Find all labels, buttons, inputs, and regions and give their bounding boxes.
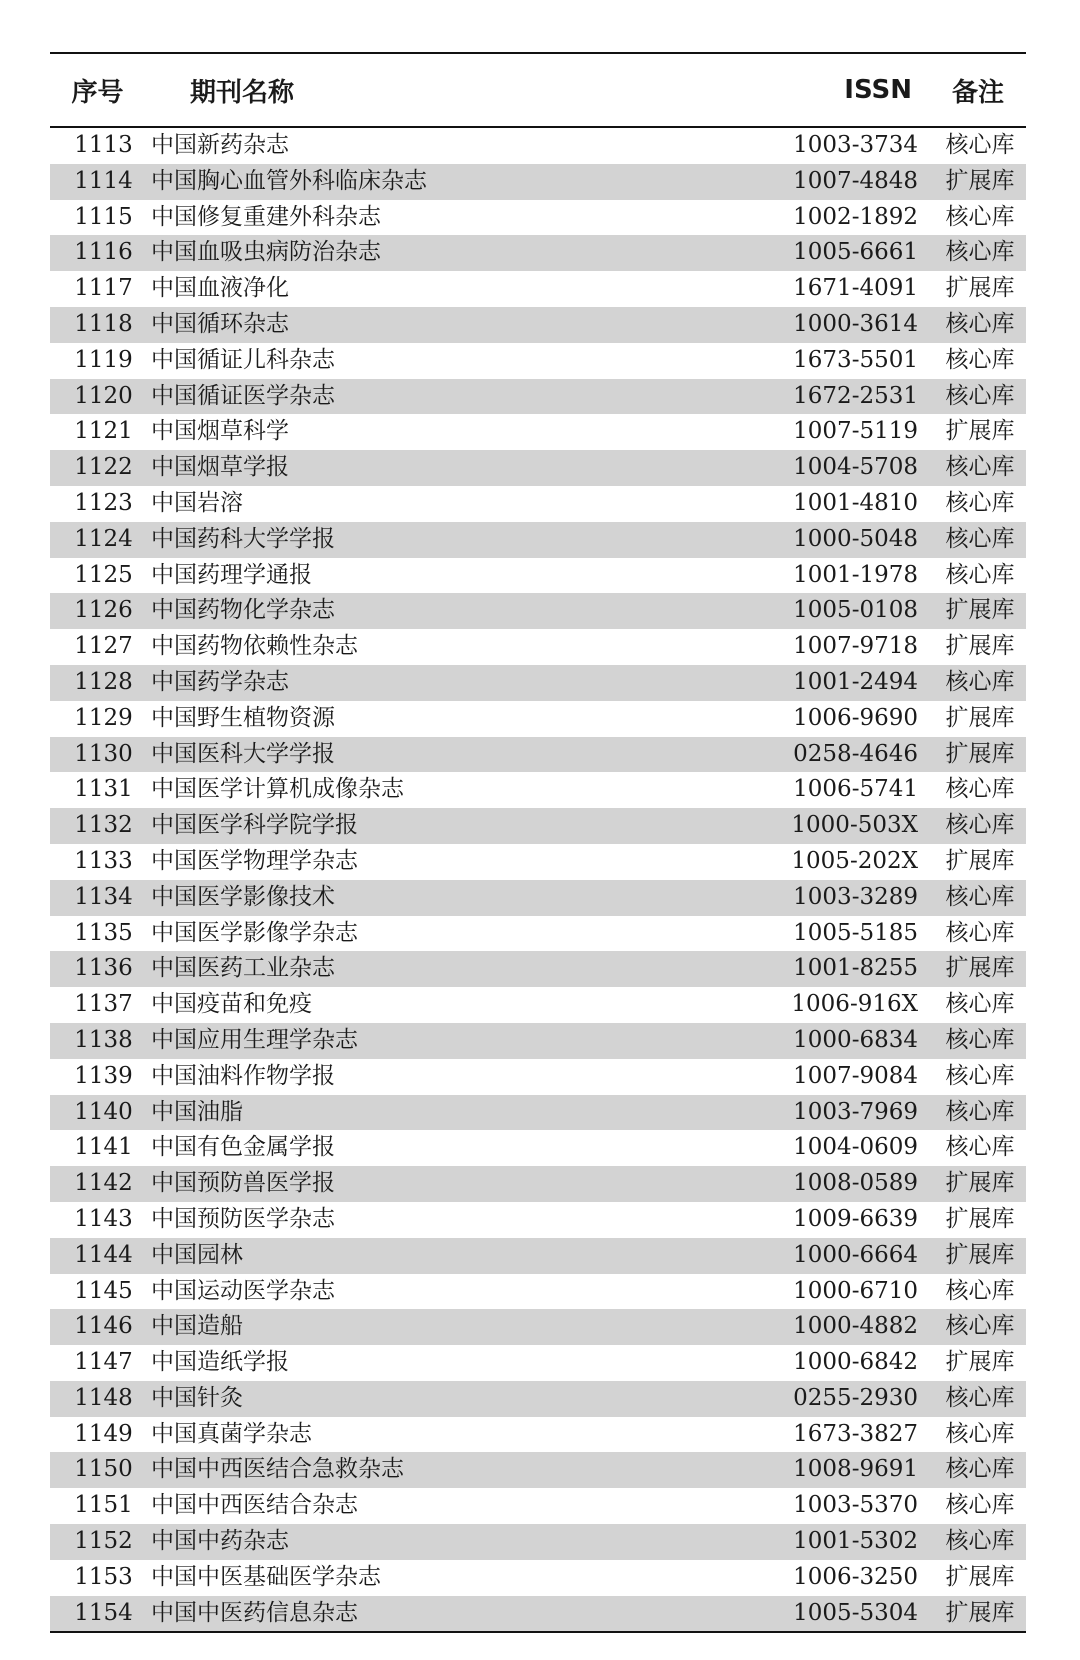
row-note: 核心库 [945, 525, 1015, 552]
table-header [50, 53, 1026, 127]
row-journal-name: 中国疫苗和免疫 [151, 991, 312, 1018]
row-issn: 1001-1978 [793, 561, 918, 588]
row-note: 核心库 [945, 1026, 1015, 1053]
row-issn: 1000-6710 [793, 1277, 918, 1304]
table-row [50, 486, 1026, 522]
row-journal-name: 中国岩溶 [151, 489, 243, 516]
table-row [50, 1381, 1026, 1417]
table-body [50, 127, 1026, 1632]
table-row [50, 951, 1026, 987]
row-issn: 1001-2494 [793, 668, 918, 695]
row-seq: 1115 [74, 203, 133, 230]
row-issn: 1000-3614 [793, 310, 918, 337]
table-row [50, 1417, 1026, 1453]
row-note: 核心库 [945, 454, 1015, 481]
row-issn: 1000-6842 [793, 1349, 918, 1376]
table-row [50, 1274, 1026, 1310]
row-issn: 1008-9691 [793, 1456, 918, 1483]
table-row [50, 772, 1026, 808]
row-journal-name: 中国药物化学杂志 [151, 597, 335, 624]
table-row [50, 916, 1026, 952]
row-note: 核心库 [945, 489, 1015, 516]
row-journal-name: 中国预防兽医学报 [151, 1170, 335, 1197]
row-journal-name: 中国药科大学学报 [151, 525, 335, 552]
row-journal-name: 中国胸心血管外科临床杂志 [151, 167, 427, 194]
row-note: 扩展库 [945, 1349, 1015, 1376]
row-issn: 1003-3289 [793, 883, 918, 910]
row-note: 核心库 [945, 812, 1015, 839]
row-seq: 1116 [74, 239, 133, 266]
table-row [50, 880, 1026, 916]
row-note: 核心库 [945, 776, 1015, 803]
row-note: 核心库 [945, 239, 1015, 266]
table-row [50, 665, 1026, 701]
row-journal-name: 中国药学杂志 [151, 668, 289, 695]
row-note: 核心库 [945, 1062, 1015, 1089]
table-row [50, 808, 1026, 844]
row-journal-name: 中国新药杂志 [151, 132, 289, 158]
table-row [50, 1059, 1026, 1095]
row-note: 扩展库 [945, 1599, 1015, 1626]
row-issn: 0255-2930 [793, 1384, 918, 1411]
table-row [50, 1452, 1026, 1488]
row-seq: 1134 [74, 883, 133, 910]
table-row [50, 522, 1026, 558]
table-row [50, 844, 1026, 880]
row-seq: 1140 [74, 1098, 133, 1125]
row-note: 核心库 [945, 1420, 1015, 1447]
table-row [50, 1166, 1026, 1202]
row-seq: 1123 [74, 489, 133, 516]
table-row [50, 271, 1026, 307]
row-issn: 1000-4882 [793, 1313, 918, 1340]
table-row [50, 1596, 1026, 1633]
row-note: 扩展库 [945, 955, 1015, 982]
row-journal-name: 中国药理学通报 [151, 561, 312, 588]
row-journal-name: 中国园林 [151, 1241, 243, 1268]
row-note: 核心库 [945, 203, 1015, 230]
table-row [50, 737, 1026, 773]
row-note: 核心库 [945, 561, 1015, 588]
row-seq: 1149 [74, 1420, 133, 1447]
row-journal-name: 中国中西医结合急救杂志 [151, 1456, 404, 1483]
row-seq: 1138 [74, 1026, 133, 1053]
row-journal-name: 中国针灸 [151, 1384, 243, 1411]
row-issn: 1009-6639 [793, 1205, 918, 1232]
row-issn: 1001-8255 [793, 955, 918, 982]
row-seq: 1122 [74, 454, 133, 481]
table-row [50, 200, 1026, 236]
table-row [50, 1095, 1026, 1131]
row-issn: 1008-0589 [793, 1170, 918, 1197]
table-row [50, 629, 1026, 665]
row-seq: 1117 [74, 275, 133, 302]
row-journal-name: 中国油脂 [151, 1098, 243, 1125]
row-seq: 1150 [74, 1456, 133, 1483]
row-seq: 1113 [74, 132, 133, 158]
row-issn: 1005-5304 [793, 1599, 918, 1626]
row-issn: 1001-4810 [793, 489, 918, 516]
row-note: 核心库 [945, 1134, 1015, 1161]
row-journal-name: 中国血液净化 [151, 275, 289, 302]
row-note: 核心库 [945, 132, 1015, 158]
row-issn: 1000-6834 [793, 1026, 918, 1053]
table-row [50, 307, 1026, 343]
row-journal-name: 中国血吸虫病防治杂志 [151, 239, 381, 266]
header-row [50, 53, 1026, 127]
row-issn: 1007-9718 [793, 633, 918, 660]
row-seq: 1147 [74, 1349, 133, 1376]
header-seq: 序号 [71, 77, 124, 108]
row-seq: 1144 [74, 1241, 133, 1268]
row-issn: 1006-5741 [793, 776, 918, 803]
row-seq: 1145 [74, 1277, 133, 1304]
row-issn: 1000-503X [791, 812, 918, 839]
row-journal-name: 中国医学科学院学报 [151, 812, 358, 839]
row-journal-name: 中国中西医结合杂志 [151, 1492, 358, 1519]
row-seq: 1133 [74, 847, 133, 874]
table-row [50, 1345, 1026, 1381]
row-seq: 1128 [74, 668, 133, 695]
row-issn: 1007-9084 [793, 1062, 918, 1089]
row-seq: 1139 [74, 1062, 133, 1089]
table-row [50, 379, 1026, 415]
row-issn: 1000-6664 [793, 1241, 918, 1268]
table-row [50, 450, 1026, 486]
table-row [50, 1023, 1026, 1059]
row-journal-name: 中国烟草学报 [151, 454, 289, 481]
row-issn: 1000-5048 [793, 525, 918, 552]
row-note: 核心库 [945, 1528, 1015, 1555]
row-journal-name: 中国造船 [151, 1313, 243, 1340]
row-issn: 1001-5302 [793, 1528, 918, 1555]
row-journal-name: 中国造纸学报 [151, 1349, 289, 1376]
row-journal-name: 中国医学物理学杂志 [151, 847, 358, 874]
row-note: 核心库 [945, 1098, 1015, 1125]
row-seq: 1118 [74, 310, 133, 337]
row-journal-name: 中国医学影像技术 [151, 883, 335, 910]
row-issn: 1004-5708 [793, 454, 918, 481]
row-seq: 1151 [74, 1492, 133, 1519]
row-issn: 1007-5119 [793, 418, 918, 445]
row-seq: 1121 [74, 418, 133, 445]
row-journal-name: 中国循证儿科杂志 [151, 346, 335, 373]
header-issn: ISSN [844, 75, 912, 105]
row-note: 扩展库 [945, 597, 1015, 624]
row-note: 核心库 [945, 1492, 1015, 1519]
table-row [50, 414, 1026, 450]
row-issn: 1003-7969 [793, 1098, 918, 1125]
header-name: 期刊名称 [190, 77, 295, 108]
row-journal-name: 中国野生植物资源 [151, 704, 335, 731]
row-note: 扩展库 [945, 847, 1015, 874]
table-row [50, 1238, 1026, 1274]
row-issn: 1007-4848 [793, 167, 918, 194]
row-note: 核心库 [945, 346, 1015, 373]
row-journal-name: 中国有色金属学报 [151, 1134, 335, 1161]
row-note: 扩展库 [945, 167, 1015, 194]
row-note: 核心库 [945, 991, 1015, 1018]
row-seq: 1142 [74, 1170, 133, 1197]
row-issn: 1004-0609 [793, 1134, 918, 1161]
row-journal-name: 中国应用生理学杂志 [151, 1026, 358, 1053]
row-note: 扩展库 [945, 275, 1015, 302]
table-row [50, 1309, 1026, 1345]
row-issn: 1671-4091 [793, 275, 918, 302]
row-note: 扩展库 [945, 1563, 1015, 1590]
row-issn: 1006-3250 [793, 1563, 918, 1590]
table-row [50, 558, 1026, 594]
table-row [50, 235, 1026, 271]
row-note: 核心库 [945, 310, 1015, 337]
row-issn: 1005-5185 [793, 919, 918, 946]
row-journal-name: 中国预防医学杂志 [151, 1205, 335, 1232]
row-seq: 1130 [74, 740, 133, 767]
table-row [50, 127, 1026, 164]
row-note: 扩展库 [945, 418, 1015, 445]
row-journal-name: 中国烟草科学 [151, 418, 289, 445]
table-row [50, 1130, 1026, 1166]
row-seq: 1120 [74, 382, 133, 409]
row-issn: 1672-2531 [793, 382, 918, 409]
row-note: 核心库 [945, 919, 1015, 946]
row-seq: 1124 [74, 525, 133, 552]
table-row [50, 1202, 1026, 1238]
row-seq: 1141 [74, 1134, 133, 1161]
row-issn: 1003-3734 [793, 132, 918, 158]
row-note: 扩展库 [945, 1205, 1015, 1232]
row-journal-name: 中国药物依赖性杂志 [151, 633, 358, 660]
table-row [50, 343, 1026, 379]
row-issn: 1003-5370 [793, 1492, 918, 1519]
row-seq: 1126 [74, 597, 133, 624]
row-note: 核心库 [945, 1384, 1015, 1411]
row-seq: 1137 [74, 991, 133, 1018]
row-journal-name: 中国中医基础医学杂志 [151, 1563, 381, 1590]
row-note: 扩展库 [945, 633, 1015, 660]
table-row [50, 987, 1026, 1023]
row-seq: 1132 [74, 812, 133, 839]
row-journal-name: 中国中医药信息杂志 [151, 1599, 358, 1626]
row-issn: 1005-0108 [793, 597, 918, 624]
row-issn: 1673-3827 [793, 1420, 918, 1447]
row-issn: 1006-916X [791, 991, 918, 1018]
row-issn: 1006-9690 [793, 704, 918, 731]
row-note: 扩展库 [945, 1170, 1015, 1197]
row-seq: 1114 [74, 167, 133, 194]
row-note: 扩展库 [945, 740, 1015, 767]
row-journal-name: 中国油料作物学报 [151, 1062, 335, 1089]
header-note: 备注 [951, 77, 1004, 108]
row-journal-name: 中国循环杂志 [151, 310, 289, 337]
row-issn: 1673-5501 [793, 346, 918, 373]
row-seq: 1136 [74, 955, 133, 982]
table-row [50, 593, 1026, 629]
row-seq: 1148 [74, 1384, 133, 1411]
row-issn: 1002-1892 [793, 203, 918, 230]
row-seq: 1135 [74, 919, 133, 946]
row-seq: 1119 [74, 346, 133, 373]
row-journal-name: 中国医学计算机成像杂志 [151, 776, 404, 803]
row-note: 扩展库 [945, 1241, 1015, 1268]
row-seq: 1125 [74, 561, 133, 588]
row-note: 核心库 [945, 1277, 1015, 1304]
row-issn: 0258-4646 [793, 740, 918, 767]
row-seq: 1153 [74, 1563, 133, 1590]
row-note: 核心库 [945, 1456, 1015, 1483]
table-row [50, 164, 1026, 200]
row-issn: 1005-6661 [793, 239, 918, 266]
row-note: 核心库 [945, 382, 1015, 409]
row-journal-name: 中国医学影像学杂志 [151, 919, 358, 946]
table-row [50, 1560, 1026, 1596]
row-journal-name: 中国医科大学学报 [151, 740, 335, 767]
row-seq: 1131 [74, 776, 133, 803]
row-seq: 1152 [74, 1528, 133, 1555]
row-journal-name: 中国真菌学杂志 [151, 1420, 312, 1447]
row-journal-name: 中国医药工业杂志 [151, 955, 335, 982]
row-seq: 1127 [74, 633, 133, 660]
journal-table [50, 52, 1026, 1633]
row-seq: 1129 [74, 704, 133, 731]
row-note: 核心库 [945, 1313, 1015, 1340]
row-note: 扩展库 [945, 704, 1015, 731]
table-row [50, 701, 1026, 737]
row-seq: 1143 [74, 1205, 133, 1232]
table-row [50, 1488, 1026, 1524]
row-journal-name: 中国中药杂志 [151, 1528, 289, 1555]
row-note: 核心库 [945, 668, 1015, 695]
table-row [50, 1524, 1026, 1560]
row-note: 核心库 [945, 883, 1015, 910]
row-issn: 1005-202X [791, 847, 918, 874]
row-journal-name: 中国循证医学杂志 [151, 382, 335, 409]
row-journal-name: 中国修复重建外科杂志 [151, 203, 381, 230]
row-journal-name: 中国运动医学杂志 [151, 1277, 335, 1304]
row-seq: 1146 [74, 1313, 133, 1340]
row-seq: 1154 [74, 1599, 133, 1626]
